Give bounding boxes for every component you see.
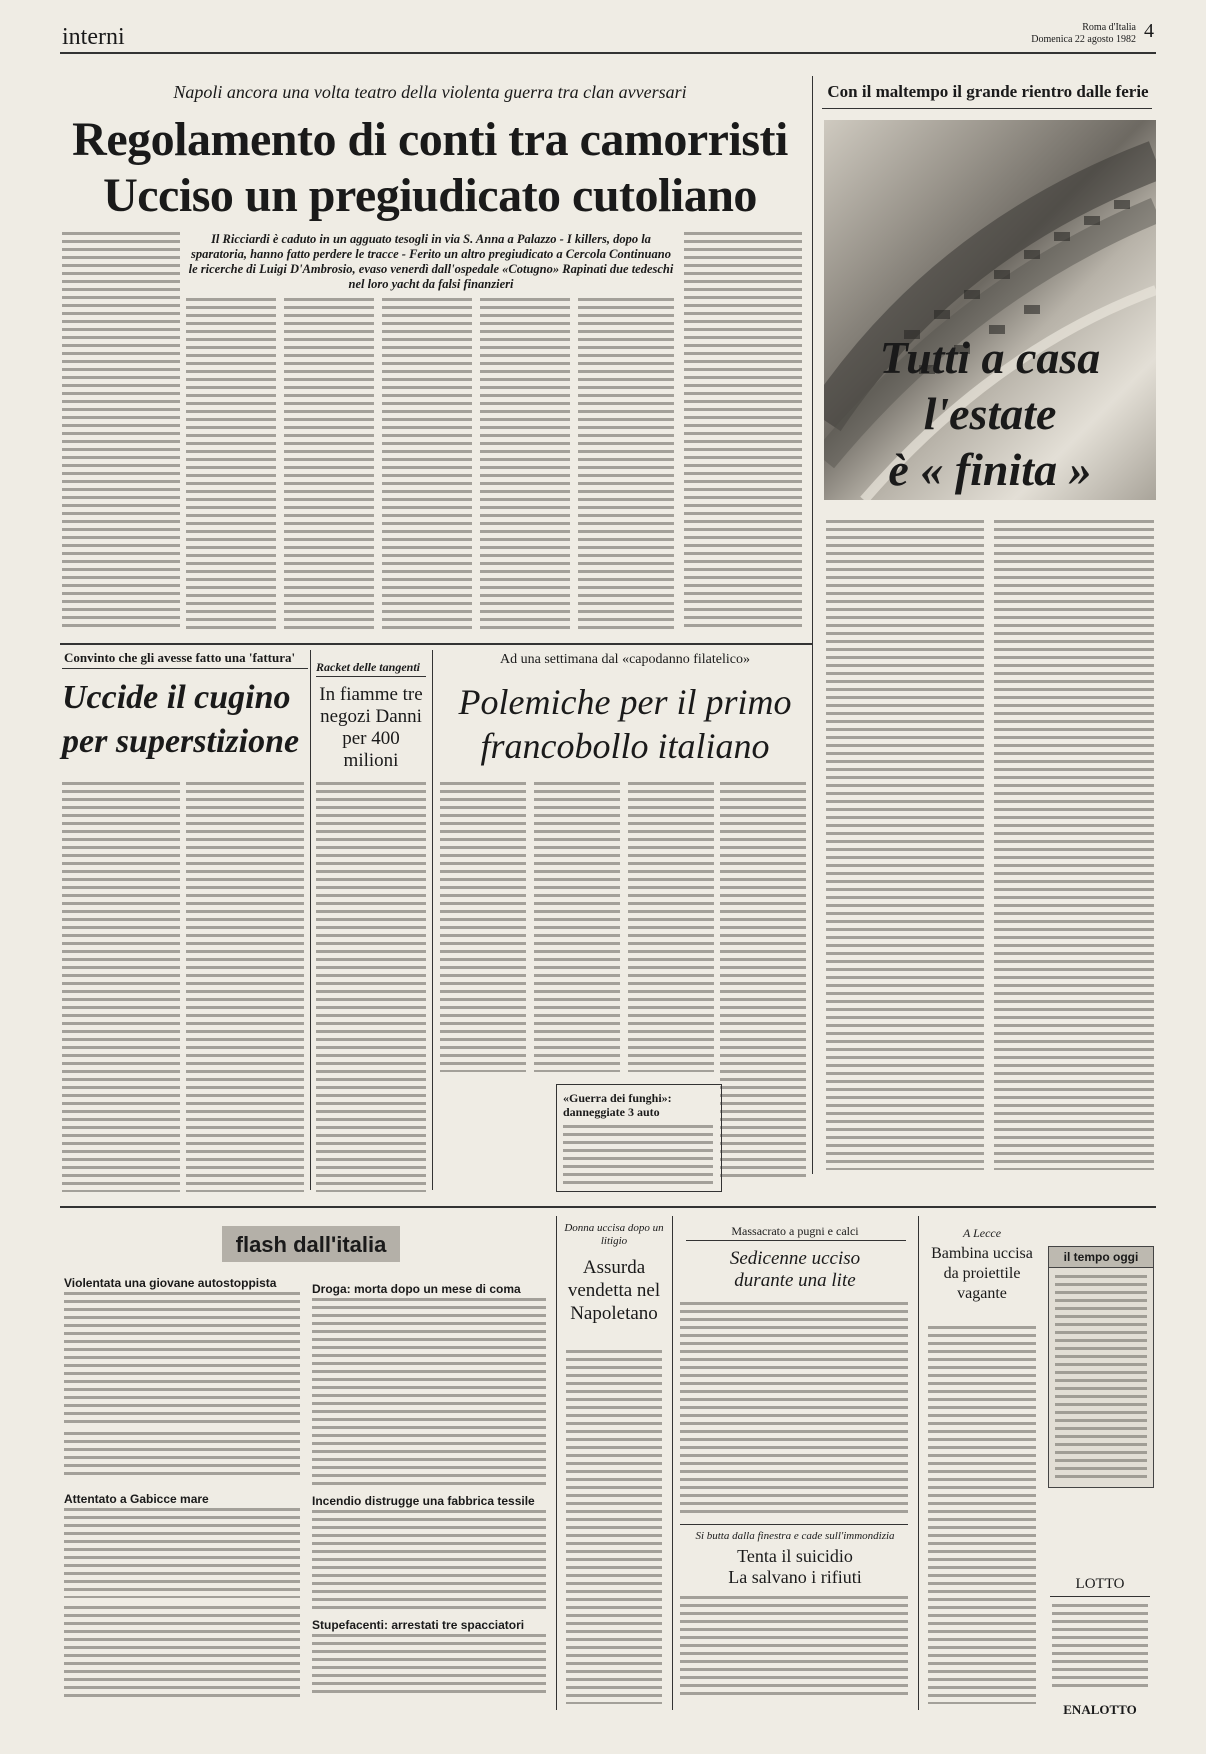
holiday-column-1: [826, 520, 984, 1170]
lead-headline-line1: Regolamento di conti tra camorristi: [72, 113, 788, 166]
flash-item2-text: [312, 1298, 546, 1486]
cousin-headline: [62, 676, 314, 764]
stamp-headline: [438, 680, 812, 768]
cousin-kicker-rule: [62, 668, 308, 669]
racket-kicker: Racket delle tangenti: [316, 660, 420, 674]
weather-text: [1055, 1275, 1147, 1479]
lecce-headline: Bambina uccisa da proiettile vagante: [931, 1245, 1033, 1302]
flash-item4b-text: [64, 1606, 300, 1698]
racket-right-rule: [432, 650, 433, 1190]
stamp-headline-line2: francobollo italiano: [480, 726, 770, 766]
holiday-kicker: Con il maltempo il grande rientro dalle ferie: [827, 82, 1149, 101]
sixteen-bottom-rule: [680, 1524, 908, 1525]
cousin-right-rule: [310, 650, 311, 1190]
suicide-kicker: Si butta dalla finestra e cade sull'immondizia: [695, 1530, 895, 1542]
racket-column: [316, 782, 426, 1192]
masthead-info: [1031, 22, 1136, 46]
suicide-headline-line1: Tenta il suicidio: [737, 1546, 853, 1566]
sixteen-headline-line1: Sedicenne ucciso: [729, 1248, 861, 1269]
mushrooms-text: [563, 1125, 713, 1185]
weather-box: [1048, 1246, 1154, 1488]
lead-column-7: [684, 232, 802, 630]
flash-item1-text: [64, 1292, 300, 1424]
suicide-headline: [678, 1546, 912, 1588]
flash-right-rule: [556, 1216, 557, 1710]
flash-item5-title: Stupefacenti: arrestati tre spacciatori: [312, 1618, 525, 1632]
racket-kicker-rule: [316, 676, 426, 677]
bottom-section-rule: [60, 1206, 1156, 1208]
lead-headline-line2: Ucciso un pregiudicato cutoliano: [103, 169, 757, 222]
flash-item3-title: Incendio distrugge una fabbrica tessile: [312, 1494, 535, 1508]
cousin-headline-line2: per superstizione: [62, 723, 300, 760]
cousin-column-2: [186, 782, 304, 1192]
lead-column-5: [480, 298, 570, 630]
lotto-box: [1048, 1576, 1152, 1726]
suicide-text: [680, 1596, 908, 1700]
flash-item2-title: Droga: morta dopo un mese di coma: [312, 1282, 521, 1296]
suicide-headline-line2: La salvano i rifiuti: [728, 1567, 862, 1587]
sixteen-kicker: Massacrato a pugni e calci: [731, 1224, 859, 1238]
issue-date: Domenica 22 agosto 1982: [1031, 34, 1136, 45]
flash-item5-text: [312, 1634, 546, 1698]
lotto-title-rule: [1050, 1596, 1150, 1597]
sixteen-headline-line2: durante una lite: [734, 1270, 856, 1291]
stamp-kicker: Ad una settimana dal «capodanno filatelico»: [500, 652, 750, 667]
vendetta-headline: Assurda vendetta nel Napoletano: [567, 1257, 661, 1324]
flash-banner-title: flash dall'italia: [235, 1232, 387, 1257]
sixteen-text: [680, 1302, 908, 1518]
holiday-headline-line3: è « finita »: [888, 444, 1092, 495]
section-label: interni: [62, 24, 125, 50]
enalotto-title: ENALOTTO: [1063, 1702, 1137, 1717]
right-column-rule: [812, 76, 813, 1174]
vendetta-kicker: Donna uccisa dopo un litigio: [564, 1222, 664, 1247]
lead-kicker: Napoli ancora una volta teatro della violenta guerra tra clan avversari: [173, 82, 687, 102]
lotto-table: [1052, 1604, 1148, 1688]
stamp-column-3: [628, 782, 714, 1072]
lead-column-3: [284, 298, 374, 630]
header-rule: [60, 52, 1156, 54]
mushrooms-headline: «Guerra dei funghi»: danneggiate 3 auto: [563, 1091, 672, 1119]
lead-headline: [60, 112, 800, 224]
stamp-column-1: [440, 782, 526, 1072]
lead-column-4: [382, 298, 472, 630]
flash-item4-text: [64, 1508, 300, 1598]
lead-column-6: [578, 298, 674, 630]
stamp-column-2: [534, 782, 620, 1072]
mushrooms-box: [556, 1084, 722, 1192]
cousin-headline-line1: Uccide il cugino: [62, 679, 291, 716]
flash-item1-title: Violentata una giovane autostoppista: [64, 1276, 277, 1290]
flash-item1b-text: [64, 1432, 300, 1476]
lecce-kicker: A Lecce: [962, 1226, 1002, 1240]
vendetta-column: [566, 1350, 662, 1704]
suicide-right-rule: [918, 1216, 919, 1710]
holiday-kicker-rule: [822, 108, 1152, 109]
flash-item4-title: Attentato a Gabicce mare: [64, 1492, 209, 1506]
weather-header: [1049, 1247, 1153, 1268]
cousin-column-1: [62, 782, 180, 1192]
stamp-headline-line1: Polemiche per il primo: [458, 682, 792, 722]
lead-summary: Il Ricciardi è caduto in un agguato tesogli in via S. Anna a Palazzo - I killers, dopo la sparatoria, hanno fatto perdere le tracce - Ferito un altro pregiudicato a Cercola Continuano le ricerche di Luigi D'Ambrosio, evaso venerdì dall'ospedale «Cotugno» Rapinati due tedeschi nel loro yacht da falsi finanzieri: [188, 232, 674, 291]
holiday-headline: [824, 330, 1156, 498]
lead-bottom-rule: [60, 643, 812, 645]
weather-title: il tempo oggi: [1063, 1250, 1139, 1264]
flash-banner: [222, 1226, 400, 1262]
lead-column-2: [186, 298, 276, 630]
racket-headline: In fiamme tre negozi Danni per 400 milioni: [319, 684, 423, 771]
lecce-column: [928, 1326, 1036, 1704]
lead-first-column: [62, 232, 180, 630]
holiday-headline-line2: l'estate: [923, 388, 1057, 439]
stamp-column-4: [720, 782, 806, 1182]
vendetta-right-rule: [672, 1216, 673, 1710]
cousin-kicker: Convinto che gli avesse fatto una 'fattura': [64, 650, 296, 665]
sixteen-headline: [678, 1248, 912, 1292]
page-number: 4: [1144, 20, 1154, 42]
lotto-title: LOTTO: [1075, 1576, 1125, 1592]
paper-name: Roma d'Italia: [1082, 22, 1136, 33]
holiday-headline-line1: Tutti a casa: [879, 332, 1101, 383]
flash-item3-text: [312, 1510, 546, 1610]
holiday-column-2: [994, 520, 1154, 1170]
sixteen-kicker-rule: [686, 1240, 906, 1241]
